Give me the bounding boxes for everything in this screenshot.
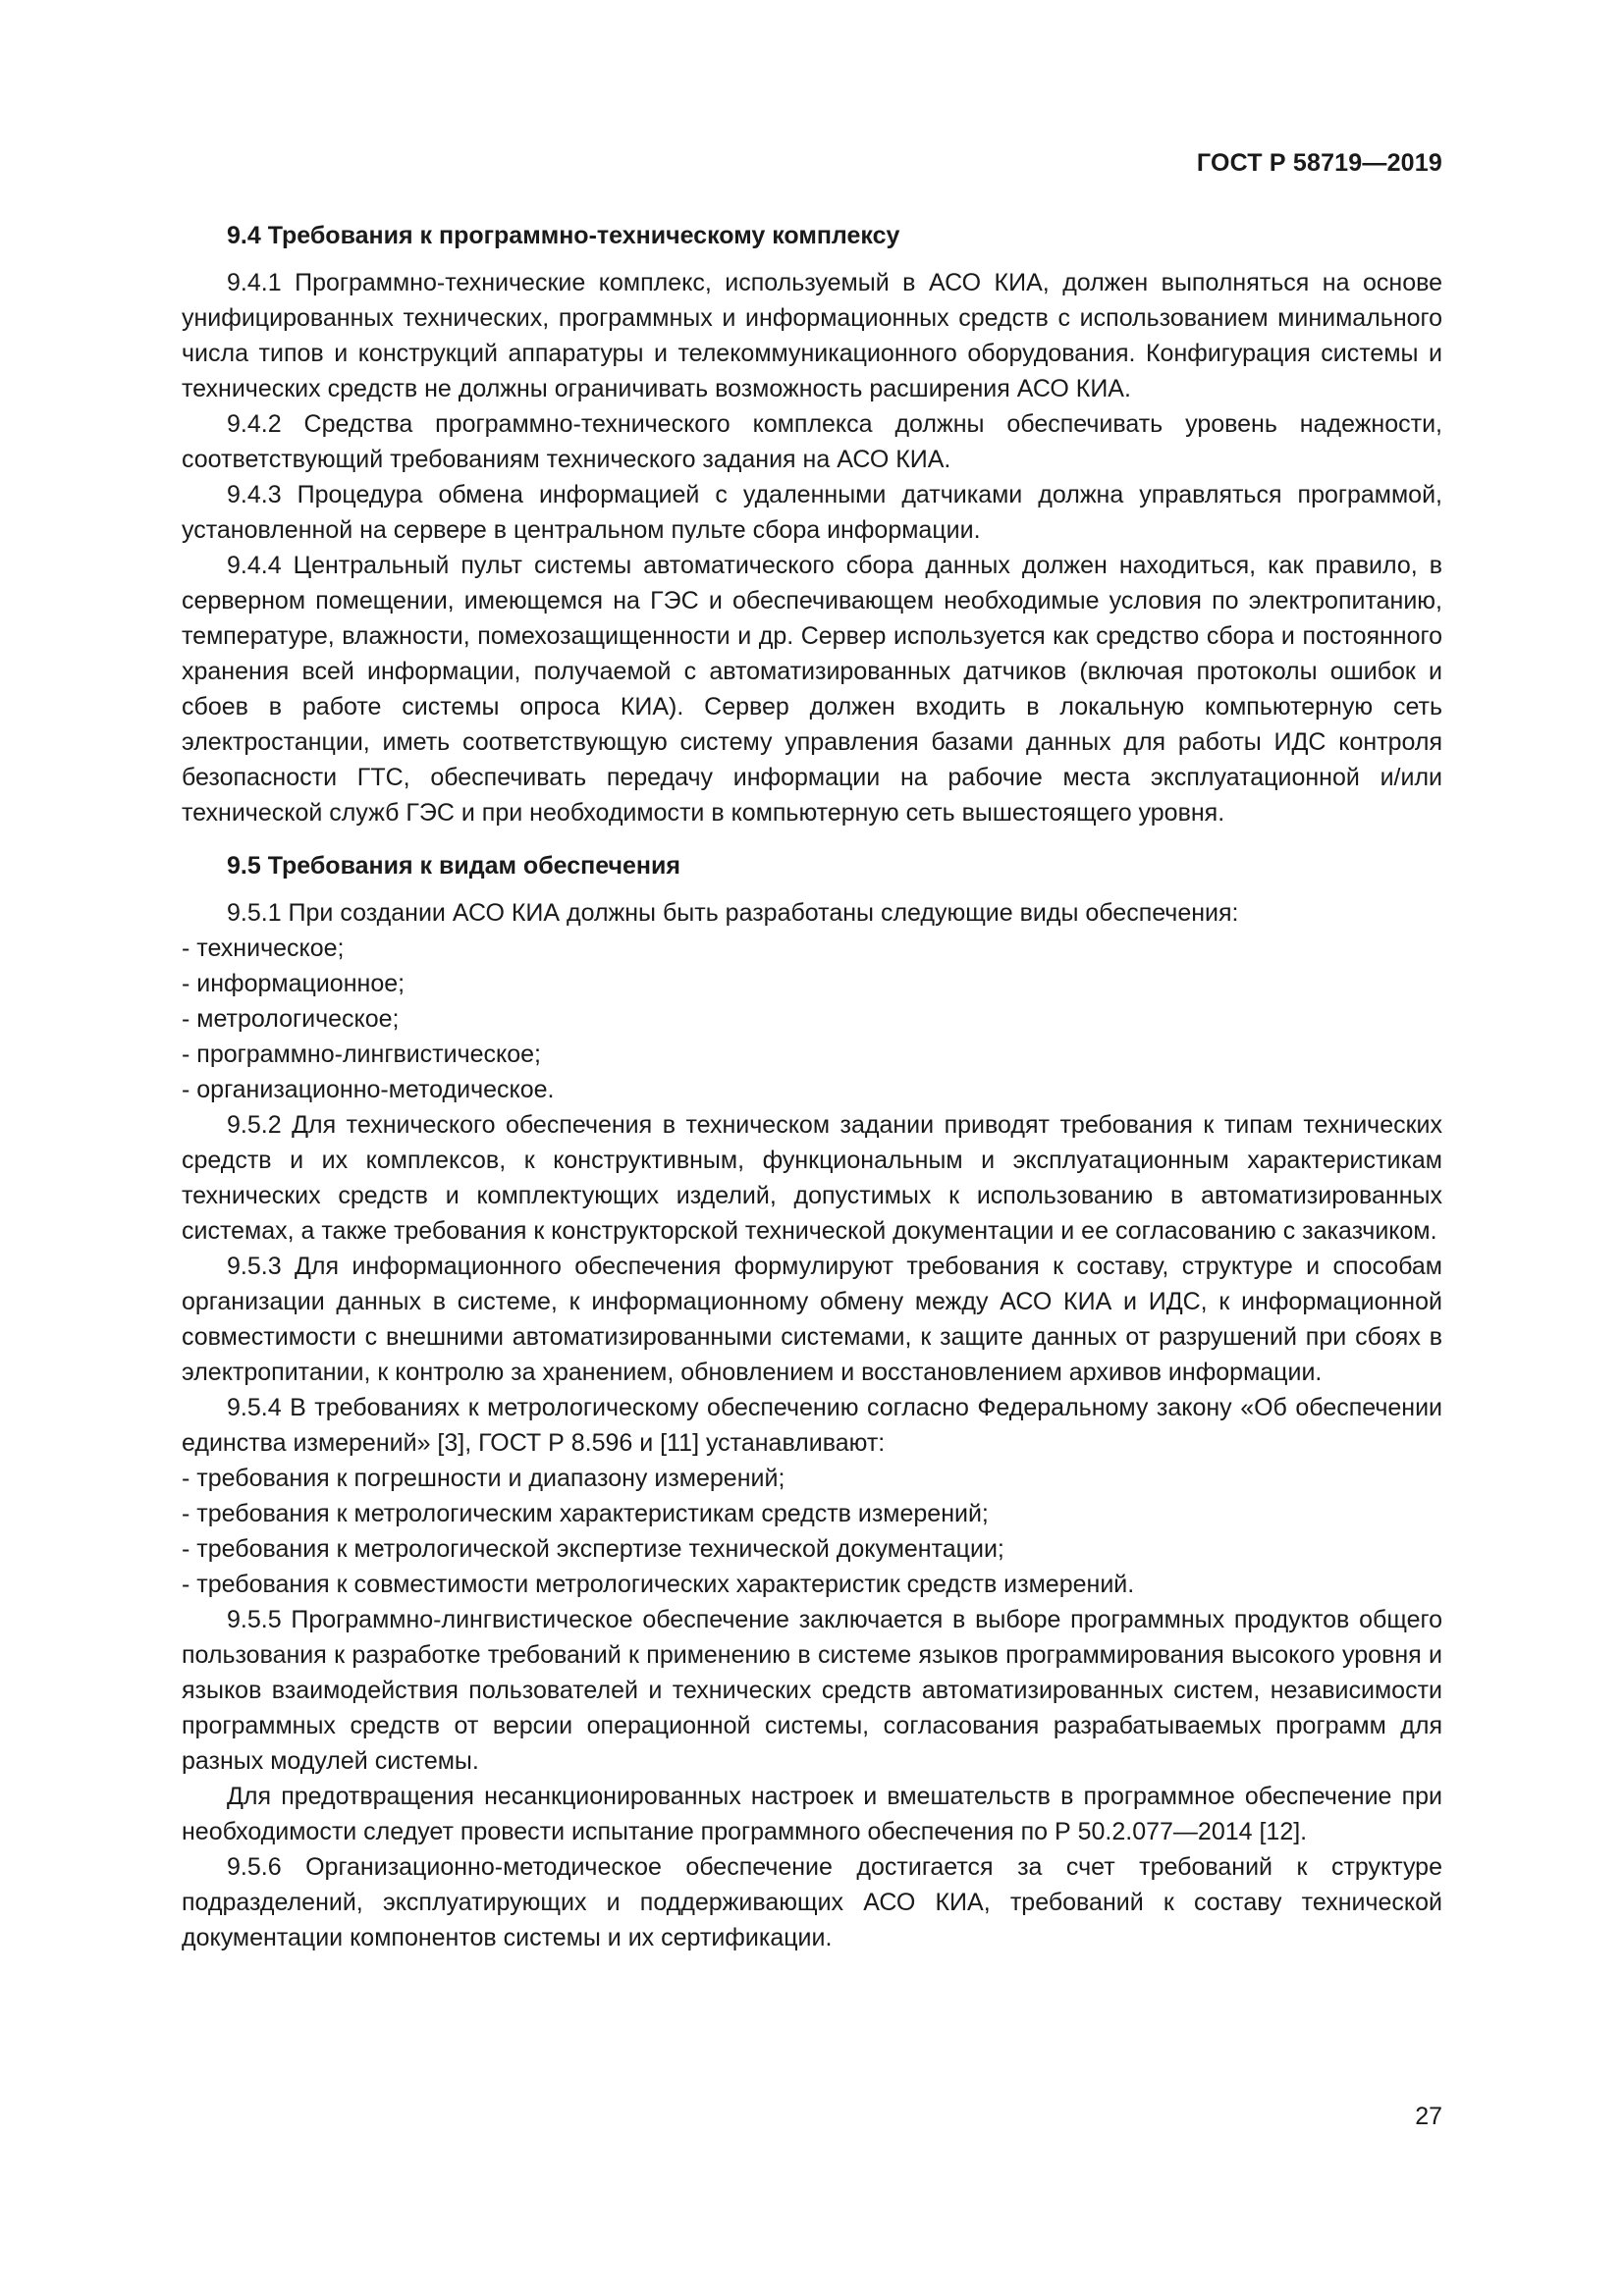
section-title-9-5: 9.5 Требования к видам обеспечения [227, 852, 680, 880]
list-item: - программно-лингвистическое; [182, 1037, 1442, 1072]
paragraph-9-5-4: 9.5.4 В требованиях к метрологическому обеспечению согласно Федеральному закону «Об обеспечении единства измерений» [3], ГОСТ Р 8.596 и [11] устанавливают: [182, 1394, 1442, 1457]
document-code: ГОСТ Р 58719—2019 [1196, 149, 1442, 177]
list-item: - требования к совместимости метрологических характеристик средств измерений. [182, 1567, 1442, 1602]
list-item: - информационное; [182, 966, 1442, 1001]
support-types-list [182, 931, 1442, 1107]
list-item: - требования к погрешности и диапазону измерений; [182, 1461, 1442, 1496]
document-body [182, 218, 1442, 1955]
list-item: - требования к метрологическим характеристикам средств измерений; [182, 1496, 1442, 1531]
metrology-requirements-list [182, 1461, 1442, 1602]
paragraph-9-5-5-continued: Для предотвращения несанкционированных настроек и вмешательств в программное обеспечение при необходимости следует провести испытание программного обеспечения по Р 50.2.077—2014 [12]. [182, 1783, 1442, 1845]
list-item: - метрологическое; [182, 1001, 1442, 1037]
paragraph-9-5-5: 9.5.5 Программно-лингвистическое обеспечение заключается в выборе программных продуктов общего пользования к разработке требований к применению в системе языков программирования высокого уровня и языков взаимодействия пользователей и технических средств автоматизированных систем, независимости программных средств от версии операционной системы, согласования разрабатываемых программ для разных модулей системы. [182, 1606, 1442, 1775]
section-title-9-4: 9.4 Требования к программно-техническому комплексу [227, 222, 900, 249]
paragraph-9-5-3: 9.5.3 Для информационного обеспечения формулируют требования к составу, структуре и способам организации данных в системе, к информационному обмену между АСО КИА и ИДС, к информационной совместимости с внешними автоматизированными системами, к защите данных от разрушений при сбоях в электропитании, к контролю за хранением, обновлением и восстановлением архивов информации. [182, 1253, 1442, 1386]
paragraph-9-4-1: 9.4.1 Программно-технические комплекс, используемый в АСО КИА, должен выполняться на основе унифицированных технических, программных и информационных средств с использованием минимального числа типов и конструкций аппаратуры и телекоммуникационного оборудования. Конфигурация системы и технических средств не должны ограничивать возможность расширения АСО КИА. [182, 269, 1442, 402]
list-item: - требования к метрологической экспертизе технической документации; [182, 1531, 1442, 1567]
list-item: - техническое; [182, 931, 1442, 966]
list-item: - организационно-методическое. [182, 1072, 1442, 1107]
paragraph-9-4-4: 9.4.4 Центральный пульт системы автоматического сбора данных должен находиться, как правило, в серверном помещении, имеющемся на ГЭС и обеспечивающем необходимые условия по электропитанию, температуре, влажности, помехозащищенности и др. Сервер используется как средство сбора и постоянного хранения всей информации, получаемой с автоматизированных датчиков (включая протоколы ошибок и сбоев в работе системы опроса КИА). Сервер должен входить в локальную компьютерную сеть электростанции, иметь соответствующую систему управления базами данных для работы ИДС контроля безопасности ГТС, обеспечивать передачу информации на рабочие места эксплуатационной и/или технической служб ГЭС и при необходимости в компьютерную сеть вышестоящего уровня. [182, 552, 1442, 827]
paragraph-9-5-1: 9.5.1 При создании АСО КИА должны быть разработаны следующие виды обеспечения: [227, 899, 1239, 927]
paragraph-9-5-2: 9.5.2 Для технического обеспечения в техническом задании приводят требования к типам технических средств и их комплексов, к конструктивным, функциональным и эксплуатационным характеристикам технических средств и комплектующих изделий, допустимых к использованию в автоматизированных системах, а также требования к конструкторской технической документации и ее согласованию с заказчиком. [182, 1111, 1442, 1245]
paragraph-9-4-3: 9.4.3 Процедура обмена информацией с удаленными датчиками должна управляться программой, установленной на сервере в центральном пульте сбора информации. [182, 481, 1442, 544]
page-number: 27 [1415, 2103, 1442, 2130]
paragraph-9-5-6: 9.5.6 Организационно-методическое обеспечение достигается за счет требований к структуре подразделений, эксплуатирующих и поддерживающих АСО КИА, требований к составу технической документации компонентов системы и их сертификации. [182, 1853, 1442, 1951]
paragraph-9-4-2: 9.4.2 Средства программно-технического комплекса должны обеспечивать уровень надежности, соответствующий требованиям технического задания на АСО КИА. [182, 410, 1442, 473]
